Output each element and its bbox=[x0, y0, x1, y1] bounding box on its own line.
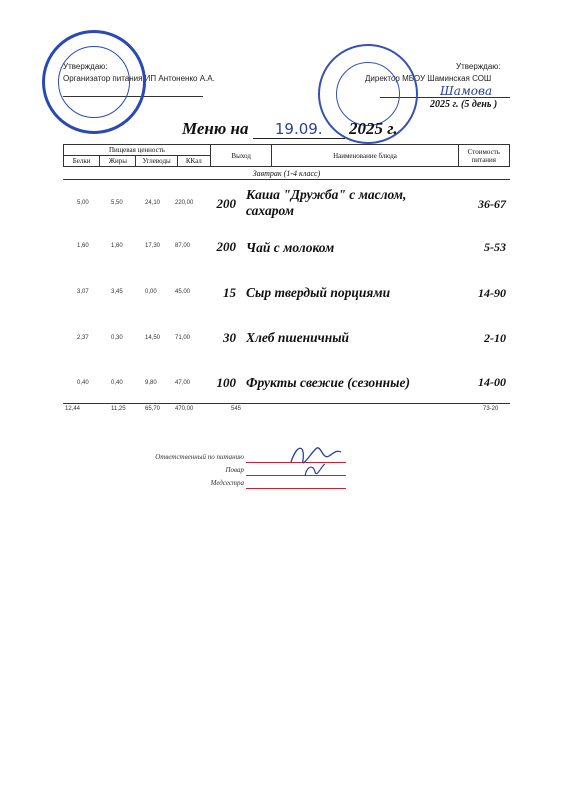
title-suffix: 2025 г. bbox=[348, 119, 398, 138]
table-row bbox=[63, 236, 510, 276]
cost-cell: 5-53 bbox=[484, 240, 506, 254]
title-date: 19.09. bbox=[253, 120, 345, 139]
kcal-cell: 71,00 bbox=[175, 335, 191, 341]
table-row bbox=[63, 372, 510, 412]
nurse-line bbox=[246, 488, 346, 489]
output-cell: 15 bbox=[223, 285, 236, 300]
approval-right-signer: Директор МБОУ Шаминская СОШ bbox=[365, 74, 492, 83]
fat-cell: 0,30 bbox=[111, 335, 123, 341]
carbs-cell: 9,80 bbox=[145, 380, 157, 386]
handwritten-signature bbox=[285, 440, 345, 480]
dish-name: Каша "Дружба" с маслом, сахаром bbox=[246, 187, 407, 218]
approval-left-label: Утверждаю: bbox=[63, 62, 108, 71]
protein-cell: 3,07 bbox=[77, 289, 89, 295]
total-kcal: 470,00 bbox=[175, 406, 194, 412]
page-title bbox=[182, 119, 398, 139]
table-row bbox=[63, 282, 510, 322]
dish-name: Фрукты свежие (сезонные) bbox=[246, 375, 410, 390]
cost-header: Стоимость питания bbox=[458, 145, 509, 167]
director-signature: Шамова bbox=[440, 84, 493, 98]
dish-name: Сыр твердый порциями bbox=[246, 285, 391, 300]
total-fat: 11,25 bbox=[111, 406, 126, 412]
protein-cell: 1,60 bbox=[77, 243, 89, 249]
carbs-cell: 17,30 bbox=[145, 243, 161, 249]
stamp-right-inner-ring bbox=[336, 62, 400, 126]
carbs-cell: 14,50 bbox=[145, 335, 161, 341]
nutrition-group-header: Пищевая ценность bbox=[64, 145, 211, 156]
section-divider bbox=[63, 179, 510, 180]
table-row bbox=[63, 326, 510, 366]
cost-cell: 14-00 bbox=[478, 375, 506, 389]
name-header: Наименование блюда bbox=[272, 145, 458, 167]
carbs-cell: 0,00 bbox=[145, 289, 157, 295]
total-carbs: 65,70 bbox=[145, 406, 161, 412]
kcal-cell: 87,00 bbox=[175, 243, 191, 249]
dish-name: Чай с молоком bbox=[246, 240, 335, 255]
protein-cell: 2,37 bbox=[77, 335, 89, 341]
output-header: Выход bbox=[210, 145, 271, 167]
dish-name: Хлеб пшеничный bbox=[246, 330, 350, 345]
responsible-label: Ответственный по питанию bbox=[155, 453, 244, 461]
fat-cell: 0,40 bbox=[111, 380, 123, 386]
carbs-cell: 24,10 bbox=[145, 200, 161, 206]
section-title: Завтрак (1-4 класс) bbox=[252, 169, 321, 178]
totals-divider bbox=[63, 403, 510, 404]
title-prefix: Меню на bbox=[182, 119, 249, 138]
cost-cell: 36-67 bbox=[478, 197, 506, 211]
fat-cell: 3,45 bbox=[111, 289, 123, 295]
fat-header: Жиры bbox=[100, 156, 136, 167]
approval-year: 2025 г. (5 день ) bbox=[430, 99, 498, 110]
approval-right-label: Утверждаю: bbox=[456, 62, 501, 71]
table-row bbox=[63, 183, 510, 223]
menu-table-header bbox=[63, 144, 510, 167]
protein-header: Белки bbox=[64, 156, 100, 167]
kcal-cell: 45,00 bbox=[175, 289, 191, 295]
output-cell: 100 bbox=[216, 375, 236, 390]
kcal-cell: 47,00 bbox=[175, 380, 191, 386]
fat-cell: 1,60 bbox=[111, 243, 123, 249]
protein-cell: 5,00 bbox=[77, 200, 89, 206]
output-cell: 200 bbox=[216, 196, 236, 211]
approval-left-signer: Организатор питания ИП Антоненко А.А. bbox=[63, 74, 215, 83]
stamp-left-inner-ring bbox=[58, 46, 130, 118]
total-cost: 73-20 bbox=[483, 406, 499, 412]
cost-cell: 2-10 bbox=[484, 331, 506, 345]
output-cell: 200 bbox=[216, 239, 236, 254]
nurse-label: Медсестра bbox=[210, 479, 244, 487]
fat-cell: 5,50 bbox=[111, 200, 123, 206]
kcal-cell: 220,00 bbox=[175, 200, 194, 206]
total-output: 545 bbox=[231, 406, 242, 412]
kcal-header: ККал bbox=[177, 156, 210, 167]
cook-label: Повар bbox=[225, 466, 244, 474]
carbs-header: Углеводы bbox=[136, 156, 177, 167]
protein-cell: 0,40 bbox=[77, 380, 89, 386]
total-protein: 12,44 bbox=[65, 406, 81, 412]
output-cell: 30 bbox=[223, 330, 236, 345]
cost-cell: 14-90 bbox=[478, 286, 506, 300]
